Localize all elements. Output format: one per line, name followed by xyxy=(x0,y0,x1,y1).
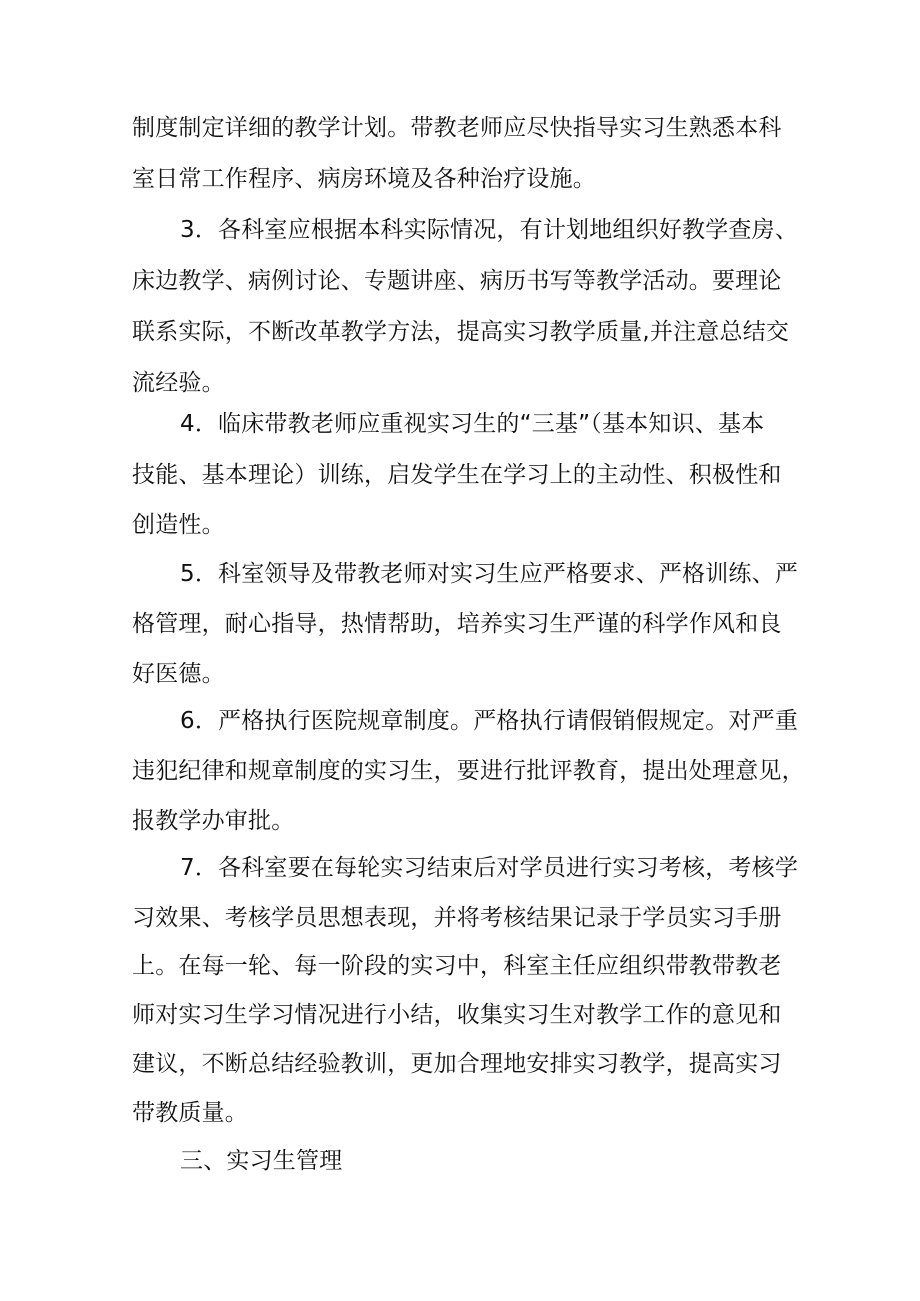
text-line: 师对实习生学习情况进行小结，收集实习生对教学工作的意见和 xyxy=(132,1002,782,1028)
section-heading: 三、实习生管理 xyxy=(180,1148,343,1174)
text-line: 习效果、考核学员思想表现，并将考核结果记录于学员实习手册 xyxy=(132,905,782,931)
list-item-4-line: 4．临床带教老师应重视实习生的“三基”（基本知识、基本 xyxy=(180,411,765,437)
text-line: 制度制定详细的教学计划。带教老师应尽快指导实习生熟悉本科 xyxy=(132,115,782,141)
text-line: 流经验。 xyxy=(132,370,225,396)
text-line: 好医德。 xyxy=(132,661,225,687)
list-item-6-line: 6．严格执行医院规章制度。严格执行请假销假规定。对严重 xyxy=(180,708,799,734)
text-line: 联系实际，不断改革教学方法，提高实习教学质量,并注意总结交 xyxy=(132,319,790,345)
list-item-5-line: 5．科室领导及带教老师对实习生应严格要求、严格训练、严 xyxy=(180,561,799,587)
text-line: 带教质量。 xyxy=(132,1100,248,1126)
list-item-3-line: 3．各科室应根据本科实际情况，有计划地组织好教学查房、 xyxy=(180,217,799,243)
text-line: 格管理，耐心指导，热情帮助，培养实习生严谨的科学作风和良 xyxy=(132,611,782,637)
text-line: 室日常工作程序、病房环境及各种治疗设施。 xyxy=(132,166,596,192)
text-line: 违犯纪律和规章制度的实习生，要进行批评教育，提出处理意见， xyxy=(132,758,805,784)
text-line: 上。在每一轮、每一阶段的实习中，科室主任应组织带教带教老 xyxy=(132,953,782,979)
text-line: 报教学办审批。 xyxy=(132,808,295,834)
list-item-7-line: 7．各科室要在每轮实习结束后对学员进行实习考核，考核学 xyxy=(180,855,799,881)
text-line: 创造性。 xyxy=(132,512,225,538)
text-line: 建议，不断总结经验教训，更加合理地安排实习教学，提高实习 xyxy=(132,1051,782,1077)
text-line: 床边教学、病例讨论、专题讲座、病历书写等教学活动。要理论 xyxy=(132,268,782,294)
text-line: 技能、基本理论）训练，启发学生在学习上的主动性、积极性和 xyxy=(132,462,782,488)
